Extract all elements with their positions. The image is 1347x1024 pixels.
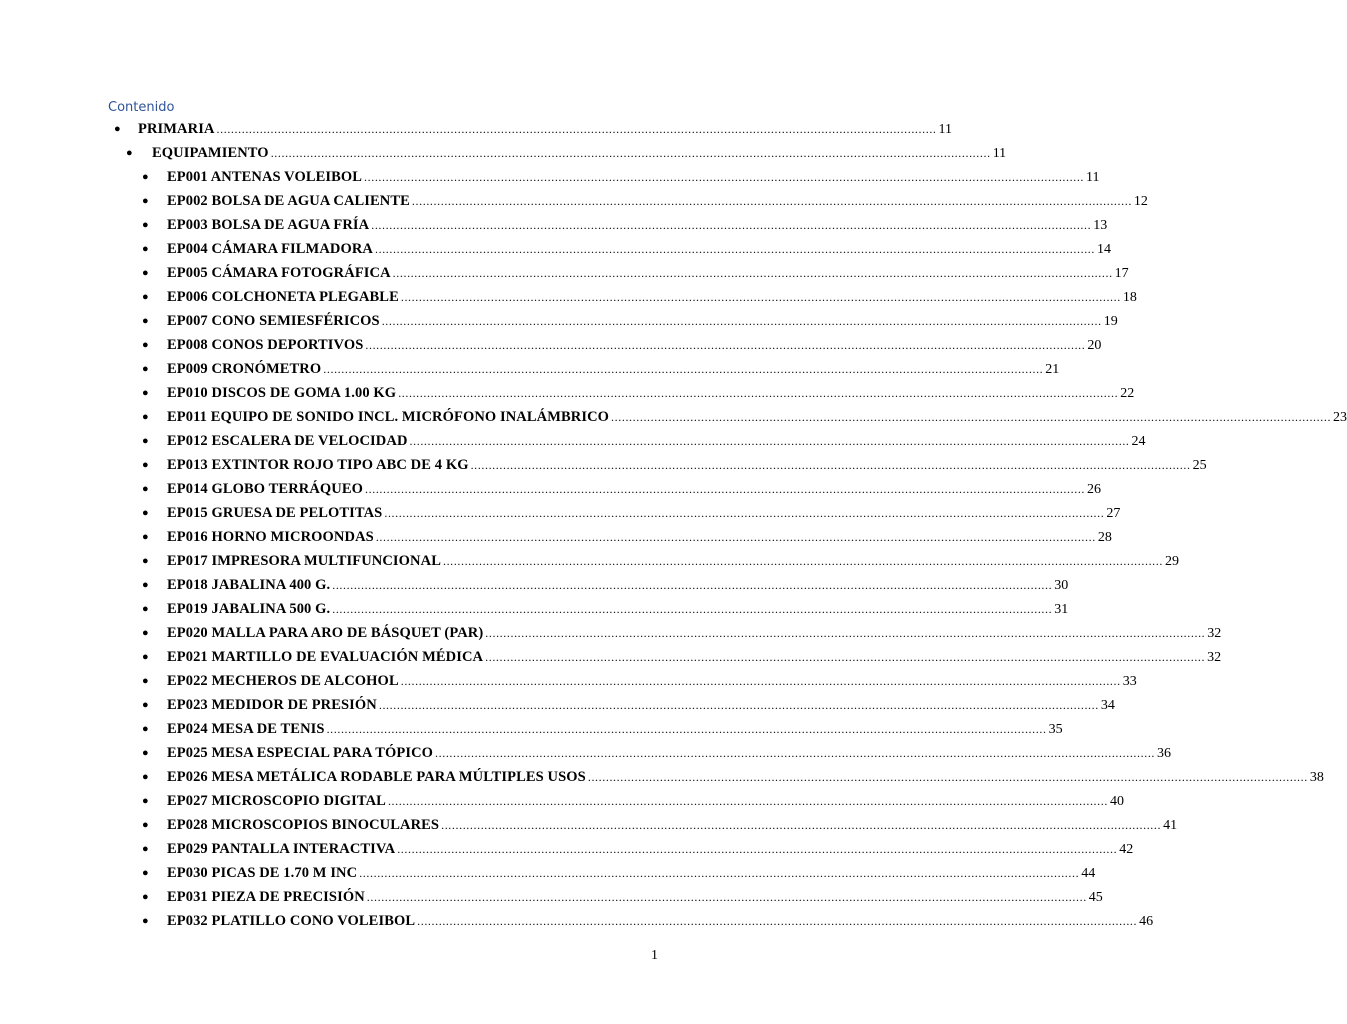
toc-entry[interactable]: [142, 863, 1096, 883]
toc-entry-page: 25: [1192, 458, 1207, 473]
bullet-icon: ●: [142, 867, 149, 879]
bullet-icon: ●: [142, 315, 149, 327]
dot-leader: ........................................................................................................................................................................................................: [364, 170, 1085, 184]
toc-entry-label: EP009 CRONÓMETRO: [167, 361, 322, 377]
toc-entry-label: EP014 GLOBO TERRÁQUEO: [167, 481, 364, 497]
toc-entry[interactable]: [142, 239, 1111, 259]
toc-entry-page: 30: [1054, 578, 1069, 593]
toc-entry-page: 18: [1122, 290, 1137, 305]
toc-entry-page: 36: [1157, 746, 1172, 761]
toc-entry[interactable]: [142, 359, 1060, 379]
dot-leader: ........................................................................................................................................................................................................: [326, 722, 1047, 736]
toc-entry[interactable]: [142, 743, 1172, 763]
bullet-icon: ●: [114, 123, 121, 135]
toc-entry-page: 17: [1114, 266, 1129, 281]
bullet-icon: ●: [142, 723, 149, 735]
bullet-icon: ●: [142, 699, 149, 711]
toc-entry[interactable]: [142, 503, 1121, 523]
bullet-icon: ●: [142, 291, 149, 303]
bullet-icon: ●: [142, 531, 149, 543]
toc-entry-page: 44: [1081, 866, 1096, 881]
toc-entry[interactable]: [142, 575, 1069, 595]
dot-leader: ........................................................................................................................................................................................................: [485, 626, 1206, 640]
toc-entry[interactable]: [142, 647, 1222, 667]
toc-entry[interactable]: [142, 887, 1103, 907]
dot-leader: ........................................................................................................................................................................................................: [270, 146, 991, 160]
toc-entry[interactable]: [142, 623, 1222, 643]
dot-leader: ........................................................................................................................................................................................................: [400, 674, 1121, 688]
toc-entry[interactable]: [142, 527, 1112, 547]
toc-entry[interactable]: [142, 215, 1108, 235]
toc-entry-label: EP021 MARTILLO DE EVALUACIÓN MÉDICA: [167, 649, 484, 665]
toc-entry-page: 31: [1054, 602, 1069, 617]
dot-leader: ........................................................................................................................................................................................................: [435, 746, 1156, 760]
toc-entry[interactable]: [142, 671, 1137, 691]
toc-entry-label: EP003 BOLSA DE AGUA FRÍA: [167, 217, 370, 233]
toc-entry-page: 21: [1045, 362, 1060, 377]
toc-entry-page: 23: [1333, 410, 1347, 425]
bullet-icon: ●: [142, 483, 149, 495]
toc-entry-label: EP031 PIEZA DE PRECISIÓN: [167, 889, 365, 905]
dot-leader: ........................................................................................................................................................................................................: [332, 602, 1053, 616]
dot-leader: ........................................................................................................................................................................................................: [470, 458, 1191, 472]
toc-entry-page: 11: [1086, 170, 1100, 185]
dot-leader: ........................................................................................................................................................................................................: [366, 890, 1087, 904]
bullet-icon: ●: [142, 675, 149, 687]
toc-entry-page: 33: [1122, 674, 1137, 689]
dot-leader: ........................................................................................................................................................................................................: [409, 434, 1130, 448]
toc-entry-page: 46: [1139, 914, 1154, 929]
dot-leader: ........................................................................................................................................................................................................: [365, 482, 1086, 496]
dot-leader: ........................................................................................................................................................................................................: [417, 914, 1138, 928]
toc-entry-page: 26: [1087, 482, 1102, 497]
bullet-icon: ●: [142, 339, 149, 351]
toc-entry-label: EP025 MESA ESPECIAL PARA TÓPICO: [167, 745, 434, 761]
toc-entry-page: 38: [1309, 770, 1324, 785]
bullet-icon: ●: [126, 147, 133, 159]
toc-entry-page: 35: [1048, 722, 1063, 737]
dot-leader: ........................................................................................................................................................................................................: [371, 218, 1092, 232]
toc-entry[interactable]: [142, 479, 1102, 499]
toc-entry[interactable]: [142, 311, 1118, 331]
dot-leader: ........................................................................................................................................................................................................: [384, 506, 1105, 520]
dot-leader: ........................................................................................................................................................................................................: [332, 578, 1053, 592]
toc-entry[interactable]: [142, 791, 1124, 811]
bullet-icon: ●: [142, 579, 149, 591]
bullet-icon: ●: [142, 603, 149, 615]
dot-leader: ........................................................................................................................................................................................................: [485, 650, 1206, 664]
toc-entry-page: 11: [992, 146, 1007, 161]
toc-entry[interactable]: [142, 167, 1100, 187]
toc-entry-page: 13: [1093, 218, 1108, 233]
toc-title: Contenido: [108, 100, 175, 115]
dot-leader: ........................................................................................................................................................................................................: [400, 290, 1121, 304]
bullet-icon: ●: [142, 411, 149, 423]
toc-entry-label: EP018 JABALINA 400 G.: [167, 577, 331, 593]
toc-entry-label: EP008 CONOS DEPORTIVOS: [167, 337, 364, 353]
toc-entry[interactable]: [142, 335, 1102, 355]
toc-entry-label: EP016 HORNO MICROONDAS: [167, 529, 374, 545]
dot-leader: ........................................................................................................................................................................................................: [411, 194, 1132, 208]
bullet-icon: ●: [142, 891, 149, 903]
toc-entry[interactable]: [142, 287, 1137, 307]
toc-entry-label: EP007 CONO SEMIESFÉRICOS: [167, 313, 380, 329]
toc-entry-label: EP015 GRUESA DE PELOTITAS: [167, 505, 383, 521]
toc-entry-page: 45: [1088, 890, 1103, 905]
bullet-icon: ●: [142, 387, 149, 399]
toc-entry[interactable]: [142, 599, 1069, 619]
toc-entry-label: EP004 CÁMARA FILMADORA: [167, 241, 373, 257]
toc-entry-label: EP001 ANTENAS VOLEIBOL: [167, 169, 363, 185]
toc-entry-label: EP010 DISCOS DE GOMA 1.00 KG: [167, 385, 397, 401]
bullet-icon: ●: [142, 819, 149, 831]
dot-leader: ........................................................................................................................................................................................................: [375, 242, 1095, 256]
toc-entry-label: EP024 MESA DE TENIS: [167, 721, 325, 737]
toc-entry-label: EP027 MICROSCOPIO DIGITAL: [167, 793, 386, 809]
toc-entry[interactable]: [114, 119, 952, 139]
toc-entry[interactable]: [142, 839, 1134, 859]
toc-entry-page: 34: [1100, 698, 1115, 713]
toc-entry-page: 22: [1120, 386, 1135, 401]
toc-entry-label: EP023 MEDIDOR DE PRESIÓN: [167, 697, 377, 713]
bullet-icon: ●: [142, 843, 149, 855]
toc-entry-label: EP022 MECHEROS DE ALCOHOL: [167, 673, 399, 689]
dot-leader: ........................................................................................................................................................................................................: [611, 410, 1332, 424]
bullet-icon: ●: [142, 915, 149, 927]
toc-entry[interactable]: [142, 383, 1135, 403]
toc-entry[interactable]: [142, 551, 1179, 571]
toc-entry-label: EP012 ESCALERA DE VELOCIDAD: [167, 433, 408, 449]
dot-leader: ........................................................................................................................................................................................................: [378, 698, 1099, 712]
dot-leader: ........................................................................................................................................................................................................: [587, 770, 1308, 784]
dot-leader: ........................................................................................................................................................................................................: [375, 530, 1096, 544]
toc-entry-page: 41: [1163, 818, 1178, 833]
toc-entry[interactable]: [142, 695, 1115, 715]
bullet-icon: ●: [142, 267, 149, 279]
toc-entry-page: 14: [1097, 242, 1111, 257]
bullet-icon: ●: [142, 507, 149, 519]
toc-entry[interactable]: [126, 143, 1007, 163]
toc-entry-label: EP017 IMPRESORA MULTIFUNCIONAL: [167, 553, 441, 569]
dot-leader: ........................................................................................................................................................................................................: [359, 866, 1080, 880]
toc-entry[interactable]: [142, 911, 1154, 931]
toc-entry[interactable]: [142, 263, 1129, 283]
toc-entry-page: 28: [1097, 530, 1112, 545]
toc-entry-label: PRIMARIA: [138, 121, 215, 137]
dot-leader: ........................................................................................................................................................................................................: [387, 794, 1108, 808]
toc-entry-label: EP013 EXTINTOR ROJO TIPO ABC DE 4 KG: [167, 457, 469, 473]
toc-entry-page: 20: [1087, 338, 1102, 353]
dot-leader: ........................................................................................................................................................................................................: [381, 314, 1102, 328]
bullet-icon: ●: [142, 555, 149, 567]
bullet-icon: ●: [142, 171, 149, 183]
toc-entry-page: 24: [1131, 434, 1146, 449]
bullet-icon: ●: [142, 435, 149, 447]
toc-entry-label: EP030 PICAS DE 1.70 M INC: [167, 865, 358, 881]
bullet-icon: ●: [142, 651, 149, 663]
bullet-icon: ●: [142, 243, 149, 255]
toc-entry-label: EP028 MICROSCOPIOS BINOCULARES: [167, 817, 440, 833]
bullet-icon: ●: [142, 795, 149, 807]
toc-entry[interactable]: [142, 719, 1063, 739]
toc-entry[interactable]: [142, 191, 1148, 211]
toc-entry-label: EP005 CÁMARA FOTOGRÁFICA: [167, 265, 391, 281]
dot-leader: ........................................................................................................................................................................................................: [323, 362, 1044, 376]
toc-entry-label: EQUIPAMIENTO: [152, 145, 269, 161]
page-number: 1: [651, 948, 658, 963]
dot-leader: ........................................................................................................................................................................................................: [441, 818, 1162, 832]
toc-entry[interactable]: [142, 815, 1178, 835]
toc-entry-page: 32: [1207, 650, 1222, 665]
dot-leader: ........................................................................................................................................................................................................: [442, 554, 1163, 568]
bullet-icon: ●: [142, 219, 149, 231]
toc-entry-page: 12: [1133, 194, 1148, 209]
dot-leader: ........................................................................................................................................................................................................: [365, 338, 1086, 352]
dot-leader: ........................................................................................................................................................................................................: [397, 842, 1118, 856]
toc-entry[interactable]: [142, 455, 1207, 475]
toc-entry[interactable]: [142, 767, 1324, 787]
toc-entry[interactable]: [142, 407, 1347, 427]
dot-leader: ........................................................................................................................................................................................................: [392, 266, 1113, 280]
toc-entry-label: EP020 MALLA PARA ARO DE BÁSQUET (PAR): [167, 625, 484, 641]
bullet-icon: ●: [142, 363, 149, 375]
toc-entry-label: EP019 JABALINA 500 G.: [167, 601, 331, 617]
bullet-icon: ●: [142, 771, 149, 783]
toc-entry-page: 19: [1103, 314, 1118, 329]
toc-entry-page: 29: [1164, 554, 1179, 569]
toc-entry-page: 42: [1119, 842, 1134, 857]
toc-entry-label: EP011 EQUIPO DE SONIDO INCL. MICRÓFONO INALÁMBRICO: [167, 409, 610, 425]
toc-entry-page: 11: [938, 122, 952, 137]
toc-entry-label: EP026 MESA METÁLICA RODABLE PARA MÚLTIPLES USOS: [167, 769, 586, 785]
toc-entry-page: 40: [1109, 794, 1124, 809]
toc-entry-label: EP006 COLCHONETA PLEGABLE: [167, 289, 399, 305]
toc-entry-label: EP029 PANTALLA INTERACTIVA: [167, 841, 396, 857]
dot-leader: ........................................................................................................................................................................................................: [398, 386, 1119, 400]
toc-entry-page: 27: [1106, 506, 1121, 521]
toc-entry-page: 32: [1207, 626, 1222, 641]
bullet-icon: ●: [142, 627, 149, 639]
bullet-icon: ●: [142, 195, 149, 207]
toc-entry[interactable]: [142, 431, 1146, 451]
toc-entry-label: EP002 BOLSA DE AGUA CALIENTE: [167, 193, 410, 209]
bullet-icon: ●: [142, 459, 149, 471]
toc-entry-label: EP032 PLATILLO CONO VOLEIBOL: [167, 913, 416, 929]
dot-leader: ........................................................................................................................................................................................................: [216, 122, 937, 136]
bullet-icon: ●: [142, 747, 149, 759]
